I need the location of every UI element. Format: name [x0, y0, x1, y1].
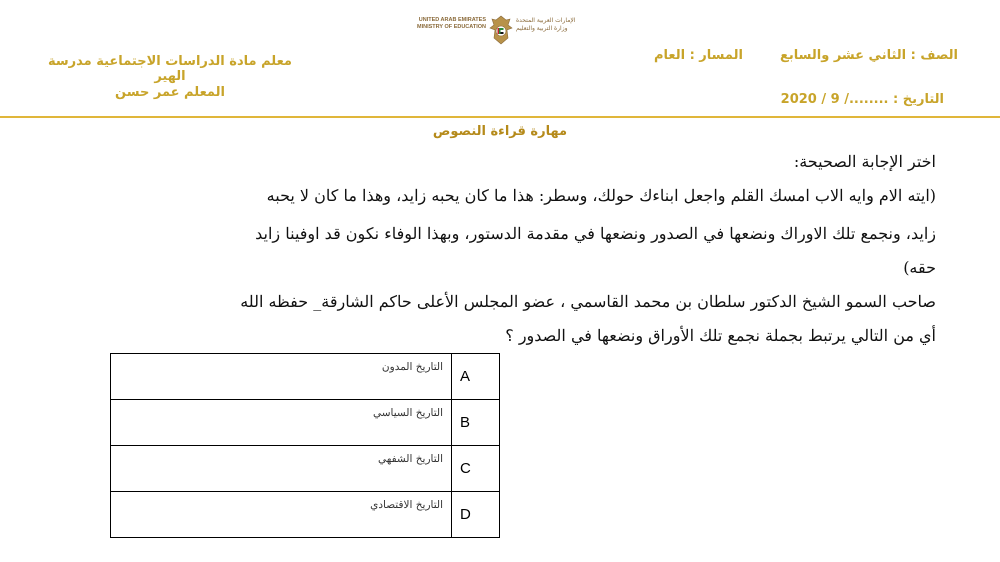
option-row[interactable] — [111, 354, 500, 400]
option-row[interactable] — [111, 446, 500, 492]
option-text[interactable]: التاريخ الشفهي — [111, 446, 452, 492]
logo-en-line2: MINISTRY OF EDUCATION — [417, 24, 486, 30]
option-text[interactable]: التاريخ المدون — [111, 354, 452, 400]
teacher-subject-school: معلم مادة الدراسات الاجتماعية مدرسة الهير — [48, 54, 292, 84]
logo-arabic-text — [516, 17, 596, 33]
grade-label: الصف : الثاني عشر والسابع — [780, 48, 958, 63]
teacher-info — [40, 54, 300, 100]
option-letter[interactable]: D — [452, 492, 500, 538]
logo-english-text — [408, 17, 486, 31]
option-text[interactable]: التاريخ السياسي — [111, 400, 452, 446]
logo-ar-line1: الإمارات العربية المتحدة — [516, 17, 576, 24]
section-title: مهارة قراءة النصوص — [432, 124, 568, 139]
ministry-logo — [408, 14, 594, 50]
quote-attribution: صاحب السمو الشيخ الدكتور سلطان بن محمد القاسمي ، عضو المجلس الأعلى حاكم الشارقة_ حفظه الله — [240, 292, 936, 311]
options-table — [110, 353, 500, 538]
teacher-name: المعلم عمر حسن — [115, 85, 225, 100]
track-label: المسار : العام — [653, 48, 743, 63]
option-letter[interactable]: A — [452, 354, 500, 400]
option-letter[interactable]: B — [452, 400, 500, 446]
option-letter[interactable]: C — [452, 446, 500, 492]
option-text[interactable]: التاريخ الاقتصادي — [111, 492, 452, 538]
option-row[interactable] — [111, 400, 500, 446]
header-divider — [0, 116, 1000, 118]
date-label: التاريخ : ......../ 9 / 2020 — [780, 92, 944, 107]
option-row[interactable] — [111, 492, 500, 538]
quote-line-3: حقه) — [903, 258, 936, 277]
logo-en-line1: UNITED ARAB EMIRATES — [418, 17, 486, 23]
quote-line-2: زايد، ونجمع تلك الاوراك ونضعها في الصدور ونضعها في مقدمة الدستور، وبهذا الوفاء نكون قد اوفينا زايد — [255, 224, 936, 243]
grade-track-line — [654, 48, 958, 63]
logo-ar-line2: وزارة التربية والتعليم — [516, 25, 568, 32]
question-prompt: أي من التالي يرتبط بجملة نجمع تلك الأوراق ونضعها في الصدور ؟ — [505, 326, 936, 345]
quote-line-1: (ايته الام وايه الاب امسك القلم واجعل ابناءك حولك، وسطر: هذا ما كان يحبه زايد، وهذا ما كان لا يحبه — [266, 186, 936, 205]
instruction: اختر الإجابة الصحيحة: — [793, 152, 936, 171]
emblem-icon — [488, 14, 514, 48]
